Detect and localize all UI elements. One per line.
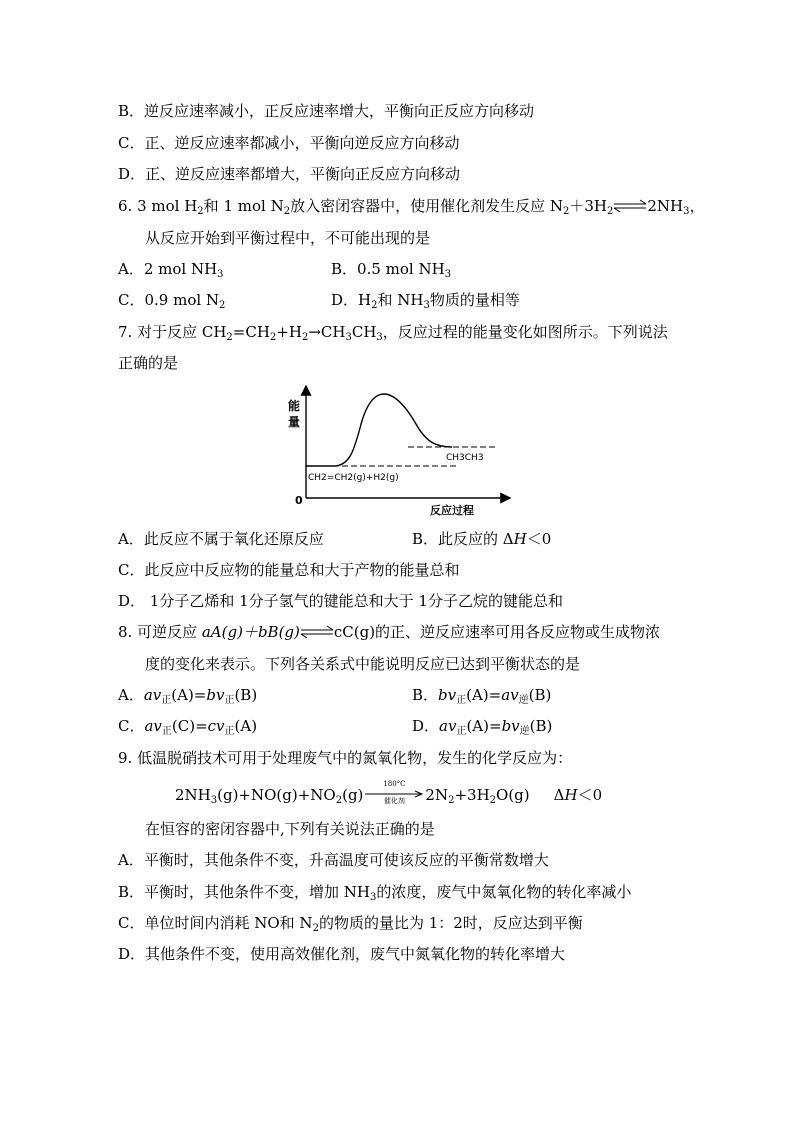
q6-stem-text: 和 1 mol N [203, 197, 284, 215]
q7-stem-text: 7. 对于反应 CH [118, 323, 227, 341]
q7-stem-text: ，反应过程的能量变化如图所示。下列说法 [382, 323, 668, 341]
reactant-label: CH2=CH2(g)+H2(g) [308, 473, 399, 483]
q7-stem-line2: 正确的是 [118, 354, 179, 372]
q6-option-b [331, 259, 451, 285]
arrow-condition-top: 180°C [383, 780, 406, 788]
q6-stem-text: 2NH [647, 197, 684, 215]
subscript: 3 [444, 269, 452, 280]
q9-stem: 9. 低温脱硝技术可用于处理废气中的氮氧化物，发生的化学反应为： [118, 749, 573, 767]
subscript: 3 [423, 300, 430, 311]
product-label: CH3CH3 [446, 453, 484, 463]
q9-option-c: C．单位时间内消耗 NO和 $N_2$的物质的量比为 1：2时，反应达到平衡 [118, 914, 583, 934]
q5-option-b: B．逆反应速率减小，正反应速率增大，平衡向正反应方向移动 [118, 102, 535, 120]
q7-option-c: C．此反应中反应物的能量总和大于产物的能量总和 [118, 561, 460, 579]
energy-diagram [280, 380, 520, 520]
subscript: 3 [345, 332, 352, 343]
q7-stem-line1 [118, 322, 668, 348]
q8-option-b: B．$bv_正(A)=av_逆(B)$ [412, 686, 552, 706]
origin-label: 0 [295, 494, 303, 507]
q6-stem-text: ＋3H [569, 197, 607, 215]
q6-option-d-text: 物质的量相等 [429, 291, 520, 309]
q6-stem-line2: 从反应开始到平衡过程中，不可能出现的是 [145, 229, 431, 247]
q6-option-a-text: A．2 mol NH [118, 260, 218, 278]
q6-stem-text: 6. 3 mol H [118, 197, 198, 215]
subscript: 3 [217, 269, 224, 280]
q7-stem-text: =CH [232, 323, 270, 341]
subscript: 2 [197, 206, 204, 217]
q7-stem-text: +H [276, 323, 302, 341]
q5-option-c: C．正、逆反应速率都减小，平衡向逆反应方向移动 [118, 134, 460, 152]
q8-stem-line2: 度的变化来表示。下列各关系式中能说明反应已达到平衡状态的是 [145, 655, 581, 673]
subscript: 2 [371, 300, 378, 311]
q9-condition: 在恒容的密闭容器中,下列有关说法正确的是 [145, 820, 435, 838]
q7-option-d: D． 1分子乙烯和 1分子氢气的键能总和大于 1分子乙烷的键能总和 [118, 592, 563, 610]
q6-option-c [118, 290, 225, 316]
subscript: 3 [683, 206, 690, 217]
q6-option-b-text: B．0.5 mol NH [331, 260, 445, 278]
subscript: 2 [226, 332, 233, 343]
subscript: 2 [269, 332, 277, 343]
q7-stem-text: CH [351, 323, 377, 341]
q6-option-d-text: D．H [331, 291, 372, 309]
q8-stem-text: cC(g)的正、逆反应速率可用各反应物或生成物浓 [333, 623, 661, 641]
subscript: 2 [606, 206, 614, 217]
q6-stem-text: 放入密闭容器中，使用催化剂发生反应 N [290, 197, 563, 215]
q7-option-a: A．此反应不属于氧化还原反应 [118, 530, 324, 548]
subscript: 2 [283, 206, 291, 217]
q7-option-b-text: ＜0 [526, 530, 552, 548]
q8-option-c: C．$av_正(C)=cv_正(A)$ [118, 717, 258, 737]
q6-option-d [331, 290, 520, 316]
q6-stem-line1 [118, 196, 705, 222]
equilibrium-arrow-icon [300, 625, 334, 639]
q6-stem-text: ， [689, 197, 705, 215]
q7-stem-text: →CH [308, 323, 346, 341]
q9-equation: $2NH_3(g)+NO(g)+NO_2(g)$ 180°C 催化剂 $2N_2+3H_2O(g)$ ΔH＜0 [175, 780, 603, 806]
subscript: 2 [562, 206, 570, 217]
arrow-condition-bottom: 催化剂 [383, 797, 405, 805]
q9-option-a: A．平衡时，其他条件不变，升高温度可使该反应的平衡常数增大 [118, 851, 549, 869]
q8-stem-text: 8. 可逆反应 [118, 623, 202, 641]
q6-option-c-text: C．0.9 mol N [118, 291, 220, 309]
q6-option-d-text: 和 NH [377, 291, 424, 309]
subscript: 2 [219, 300, 226, 311]
q7-option-b-text: B．此反应的 Δ [412, 530, 514, 548]
reaction-condition-arrow [363, 780, 425, 805]
q9-option-b: B．平衡时，其他条件不变，增加 $NH_3$的浓度，废气中氮氧化物的转化率减小 [118, 883, 632, 903]
q8-stem-text: aA(g)＋bB(g) [201, 623, 300, 641]
q5-option-d: D．正、逆反应速率都增大，平衡向正反应方向移动 [118, 165, 461, 183]
x-axis-label: 反应过程 [430, 504, 474, 517]
q9-option-d: D．其他条件不变，使用高效催化剂，废气中氮氧化物的转化率增大 [118, 945, 566, 963]
q7-option-b [412, 529, 551, 549]
q8-stem-line1 [118, 622, 660, 642]
y-axis-label: 能 [288, 399, 301, 413]
energy-curve [306, 394, 452, 466]
equilibrium-arrow-icon [613, 199, 647, 213]
q8-option-d: D．$av_正(A)=bv_逆(B)$ [412, 717, 553, 737]
subscript: 2 [301, 332, 309, 343]
subscript: 3 [376, 332, 383, 343]
q6-option-a [118, 259, 224, 285]
q7-option-b-text: H [513, 530, 527, 548]
y-axis-label: 量 [288, 415, 301, 429]
q8-option-a: A．$av_正(A)=bv_正(B)$ [118, 686, 258, 706]
